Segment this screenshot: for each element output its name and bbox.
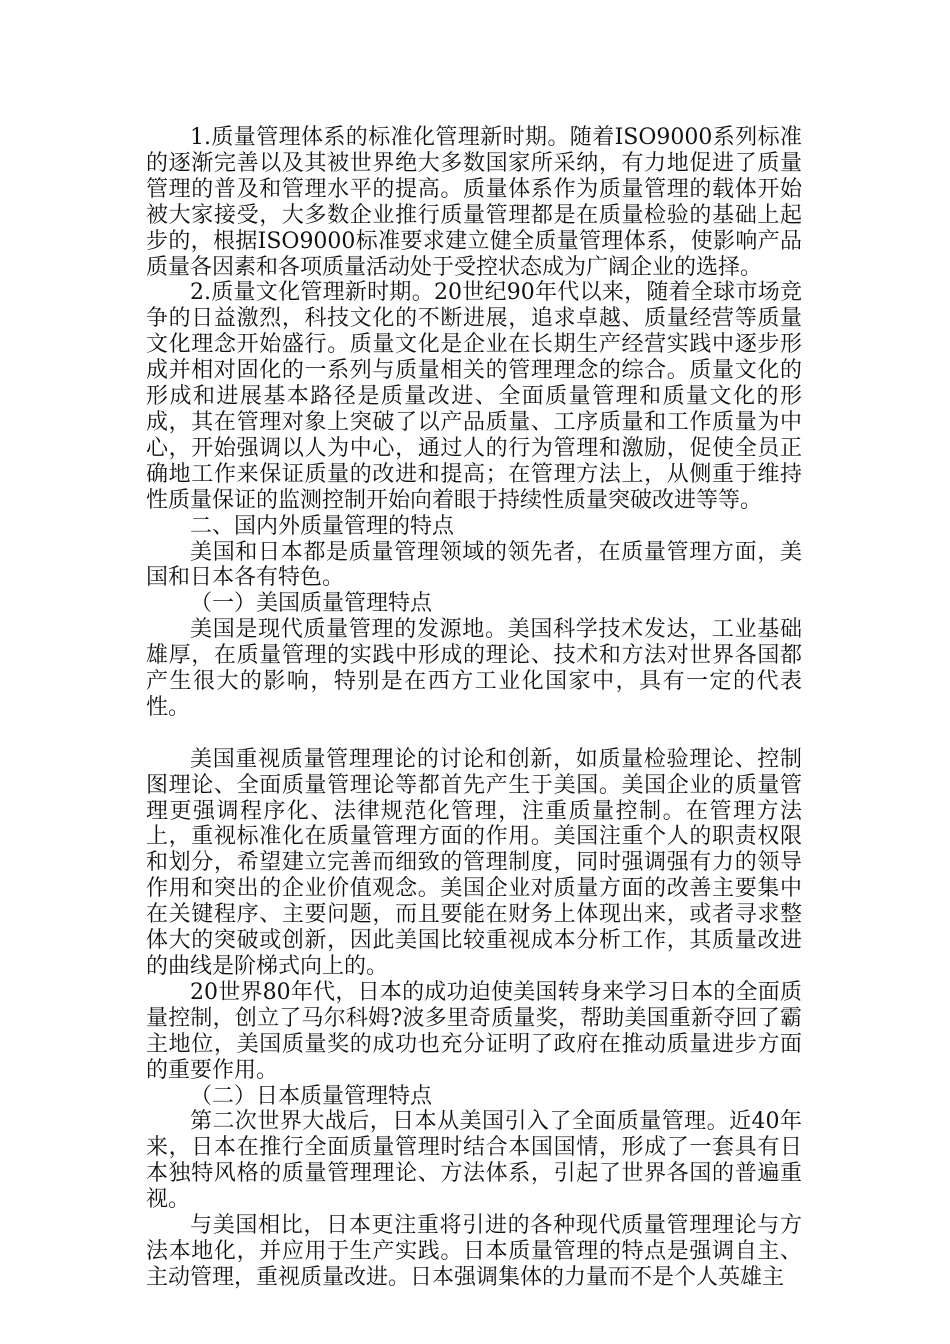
subheading-us-quality: （一）美国质量管理特点 bbox=[190, 591, 433, 617]
paragraph-us-1980s: 20世界80年代，日本的成功迫使美国转身来学习日本的全面质量控制，创立了马尔科姆?波多里奇质量奖，帮助美国重新夺回了霸主地位，美国质量奖的成功也充分证明了政府在推动质量进步方面的重要作用。 bbox=[146, 979, 802, 1083]
paragraph-spacer bbox=[146, 721, 802, 747]
paragraph-us-theory: 美国重视质量管理理论的讨论和创新，如质量检验理论、控制图理论、全面质量管理论等都首先产生于美国。美国企业的质量管理更强调程序化、法律规范化管理，注重质量控制。在管理方法上，重视标准化在质量管理方面的作用。美国注重个人的职责权限和划分，希望建立完善而细致的管理制度，同时强调强有力的领导作用和突出的企业价值观念。美国企业对质量方面的改善主要集中在关键程序、主要问题，而且要能在财务上体现出来，或者寻求整体大的突破或创新，因此美国比较重视成本分析工作，其质量改进的曲线是阶梯式向上的。 bbox=[146, 746, 802, 979]
subheading-japan-quality: （二）日本质量管理特点 bbox=[190, 1083, 433, 1109]
paragraph-japan-postwar: 第二次世界大战后，日本从美国引入了全面质量管理。近40年来，日本在推行全面质量管理时结合本国国情，形成了一套具有日本独特风格的质量管理理论、方法体系，引起了世界各国的普遍重视。 bbox=[146, 1109, 802, 1213]
paragraph-us-japan-leaders: 美国和日本都是质量管理领域的领先者，在质量管理方面，美国和日本各有特色。 bbox=[146, 539, 802, 591]
paragraph-quality-culture-period: 2.质量文化管理新时期。20世纪90年代以来，随着全球市场竞争的日益激烈，科技文化的不断进展，追求卓越、质量经营等质量文化理念开始盛行。质量文化是企业在长期生产经营实践中逐步形成并相对固化的一系列与质量相关的管理理念的综合。质量文化的形成和进展基本路径是质量改进、全面质量管理和质量文化的形成，其在管理对象上突破了以产品质量、工序质量和工作质量为中心，开始强调以人为中心，通过人的行为管理和激励，促使全员正确地工作来保证质量的改进和提高；在管理方法上，从侧重于维持性质量保证的监测控制开始向着眼于持续性质量突破改进等等。 bbox=[146, 280, 802, 513]
paragraph-japan-vs-us: 与美国相比，日本更注重将引进的各种现代质量管理理论与方法本地化，并应用于生产实践。日本质量管理的特点是强调自主、主动管理，重视质量改进。日本强调集体的力量而不是个人英雄主 bbox=[146, 1213, 802, 1290]
paragraph-us-origin: 美国是现代质量管理的发源地。美国科学技术发达，工业基础雄厚，在质量管理的实践中形成的理论、技术和方法对世界各国都产生很大的影响，特别是在西方工业化国家中，具有一定的代表性。 bbox=[146, 617, 802, 720]
paragraph-iso9000-period: 1.质量管理体系的标准化管理新时期。随着ISO9000系列标准的逐渐完善以及其被世界绝大多数国家所采纳，有力地促进了质量管理的普及和管理水平的提高。质量体系作为质量管理的载体开始被大家接受，大多数企业推行质量管理都是在质量检验的基础上起步的，根据ISO9000标准要求建立健全质量管理体系，使影响产品质量各因素和各项质量活动处于受控状态成为广阔企业的选择。 bbox=[146, 125, 802, 280]
section-heading-domestic-foreign: 二、国内外质量管理的特点 bbox=[190, 513, 455, 539]
document-body bbox=[146, 125, 802, 1291]
